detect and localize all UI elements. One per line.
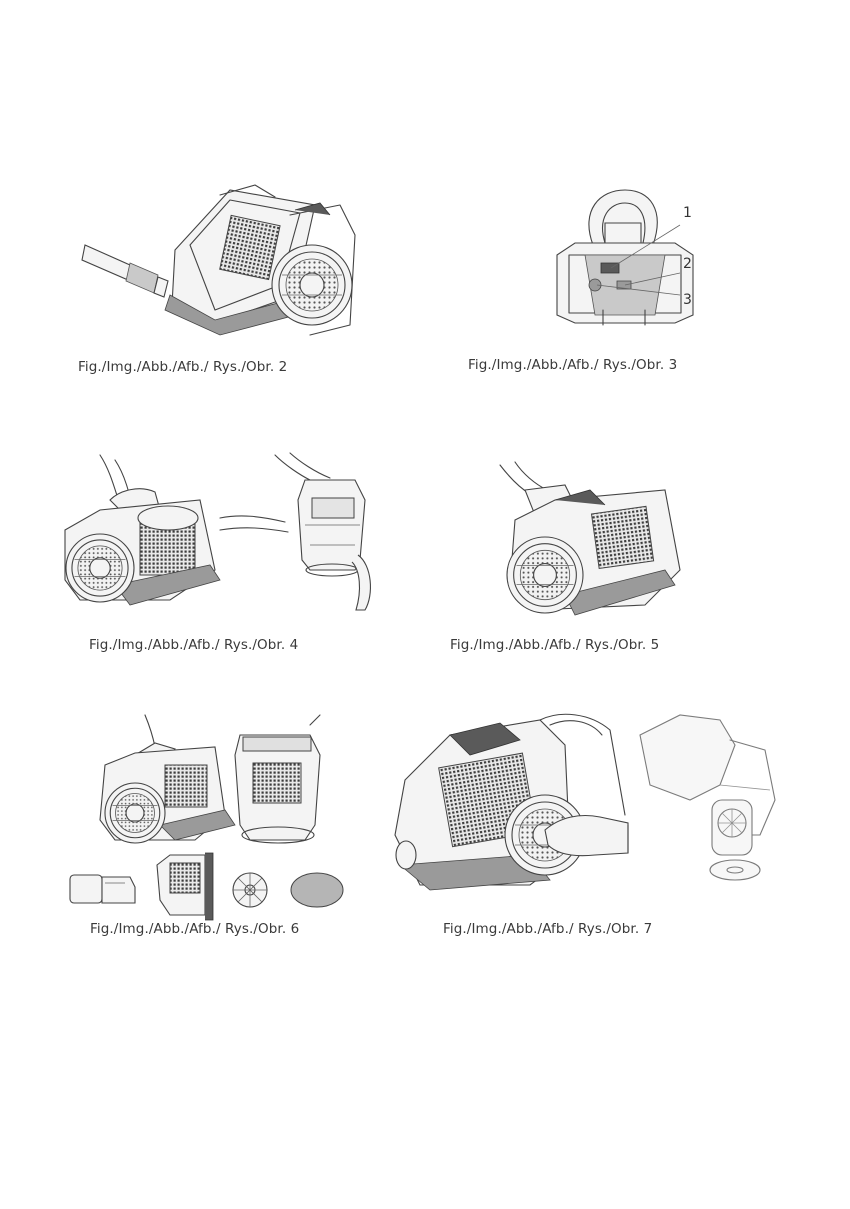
figure-2	[78, 185, 370, 375]
figure-7	[390, 705, 795, 937]
callout-1: 1	[683, 205, 692, 221]
vacuum-hose-connection-illustration	[80, 185, 370, 335]
figure-3-caption: Fig./Img./Abb./Afb./ Rys./Obr. 3	[468, 357, 678, 373]
vacuum-rear-view-illustration	[555, 185, 735, 335]
dust-container-insert-illustration	[495, 460, 695, 620]
figure-6	[65, 715, 365, 937]
figure-5-caption: Fig./Img./Abb./Afb./ Rys./Obr. 5	[450, 637, 660, 653]
dust-container-removal-illustration	[60, 450, 390, 620]
figure-4-caption: Fig./Img./Abb./Afb./ Rys./Obr. 4	[89, 637, 299, 653]
callout-3: 3	[683, 292, 692, 308]
figure-7-caption: Fig./Img./Abb./Afb./ Rys./Obr. 7	[443, 921, 653, 937]
figure-5	[450, 460, 695, 653]
filter-disassembly-illustration	[65, 715, 365, 920]
figure-4	[60, 450, 390, 653]
figure-2-caption: Fig./Img./Abb./Afb./ Rys./Obr. 2	[78, 359, 288, 375]
callout-2: 2	[683, 256, 692, 272]
figure-6-caption: Fig./Img./Abb./Afb./ Rys./Obr. 6	[90, 921, 300, 937]
exhaust-filter-removal-illustration	[390, 705, 795, 895]
figure-3	[468, 185, 735, 373]
